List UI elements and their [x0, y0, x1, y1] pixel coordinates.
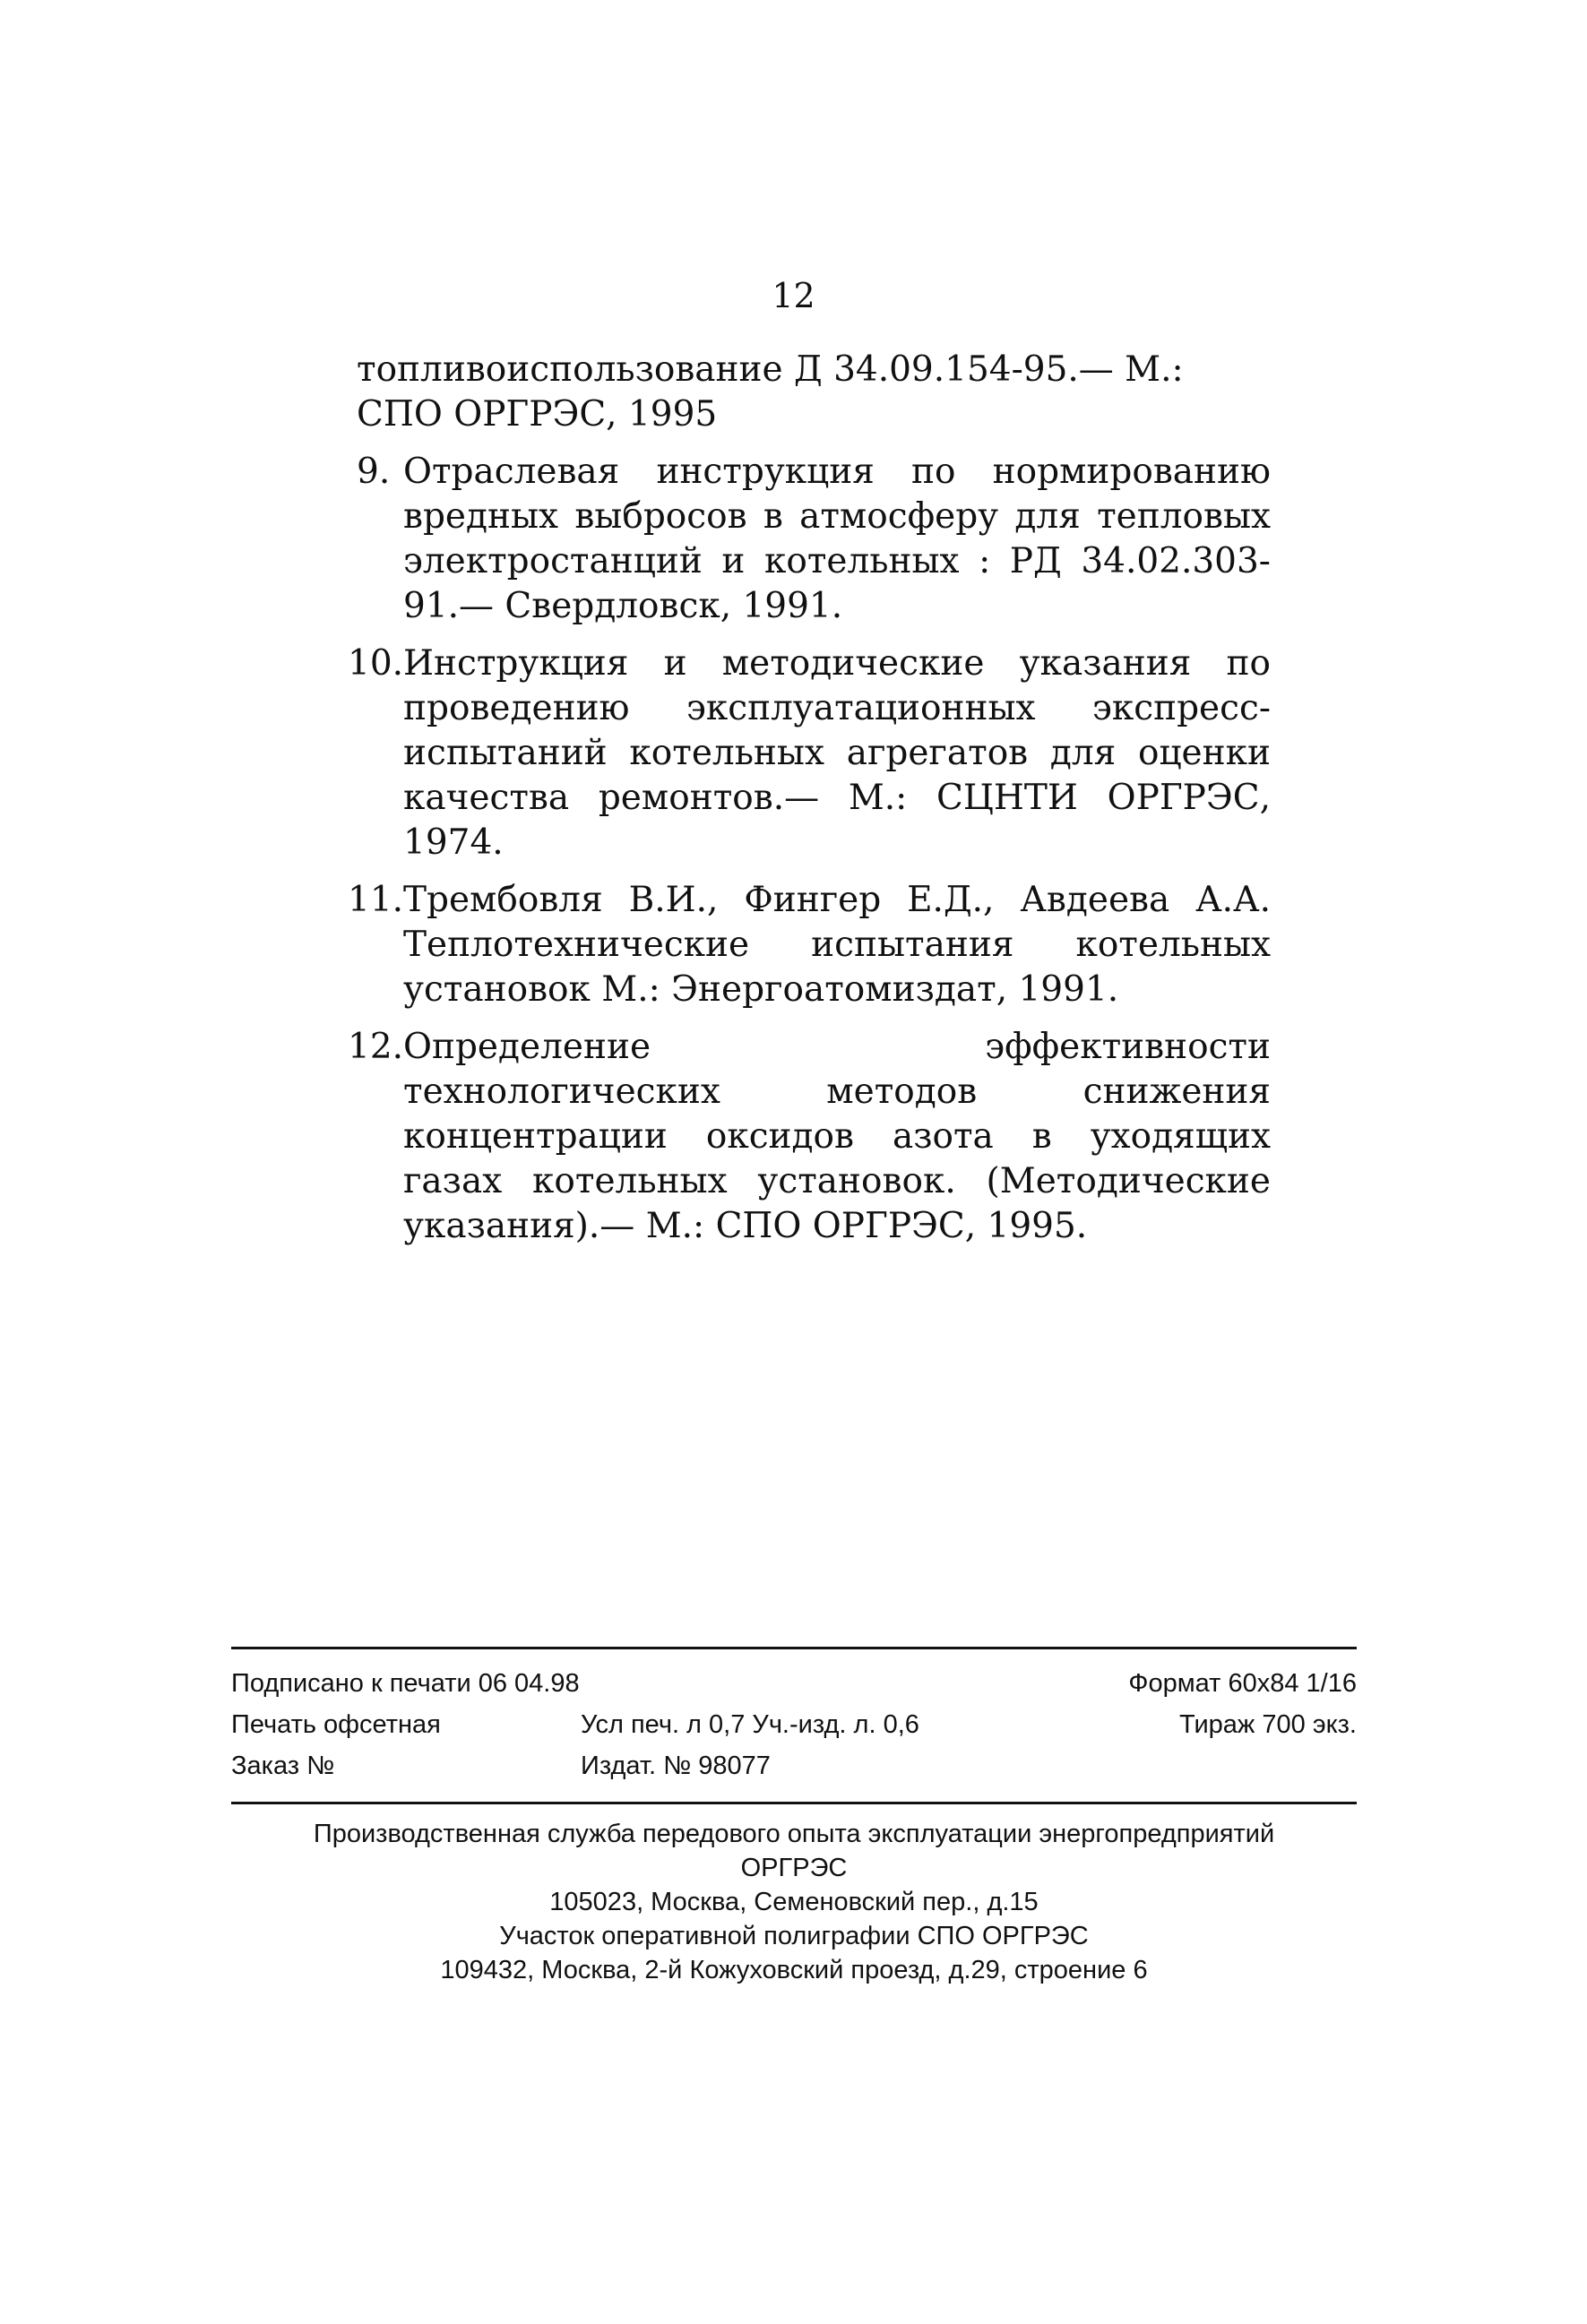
publisher-acronym: ОРГРЭС [740, 1854, 848, 1882]
printing-site: Участок оперативной полиграфии СПО ОРГРЭС [499, 1922, 1089, 1950]
reference-continuation-line: СПО ОРГРЭС, 1995 [357, 394, 718, 435]
reference-continuation-line: топливоиспользование Д 34.09.154-95.— М.: [357, 349, 1184, 390]
reference-number: 9. [357, 452, 391, 492]
printing-site-address: 109432, Москва, 2-й Кожуховский проезд, д.29, строение 6 [440, 1956, 1148, 1984]
reference-text: Инструкция и методические указания по проведению эксплуатационных экспресс-испытаний котельных агрегатов для оценки качества ремонтов.— М.: СЦНТИ ОРГРЭС, 1974. [403, 643, 1271, 863]
page-number: 12 [772, 276, 815, 315]
reference-number: 10. [348, 643, 404, 684]
order-number: Заказ № [231, 1752, 335, 1780]
reference-text: Определение эффективности технологических методов снижения концентрации оксидов азота в уходящих газах котельных установок. (Методические указания).— М.: СПО ОРГРЭС, 1995. [403, 1027, 1271, 1246]
imprint-details [231, 1649, 1357, 1802]
reference-item-10 [348, 641, 1271, 865]
bottom-divider [231, 1802, 1357, 1804]
publisher-address: 105023, Москва, Семеновский пер., д.15 [549, 1888, 1039, 1916]
publication-number: Издат. № 98077 [581, 1752, 771, 1780]
print-sheets: Усл печ. л 0,7 Уч.-изд. л. 0,6 [581, 1710, 919, 1739]
publisher-name: Производственная служба передового опыта эксплуатации энергопредприятий [313, 1820, 1275, 1848]
publisher-info [231, 1817, 1357, 1987]
reference-number: 12. [348, 1027, 404, 1067]
reference-item-12 [348, 1025, 1271, 1249]
paper-format: Формат 60х84 1/16 [1128, 1669, 1357, 1698]
signed-for-print: Подписано к печати 06 04.98 [231, 1669, 580, 1698]
reference-number: 11. [348, 880, 404, 920]
print-type: Печать офсетная [231, 1710, 441, 1739]
reference-item-11 [348, 878, 1271, 1012]
reference-text: Трембовля В.И., Фингер Е.Д., Авдеева А.А. Теплотехнические испытания котельных установок М.: Энергоатомиздат, 1991. [403, 880, 1271, 1010]
reference-list [348, 348, 1271, 1249]
reference-text: Отраслевая инструкция по нормированию вредных выбросов в атмосферу для тепловых электростанций и котельных : РД 34.02.303-91.— Свердловск, 1991. [403, 452, 1271, 626]
circulation: Тираж 700 экз. [1179, 1710, 1357, 1739]
reference-item-9 [357, 450, 1271, 629]
imprint-section [231, 1647, 1357, 1987]
